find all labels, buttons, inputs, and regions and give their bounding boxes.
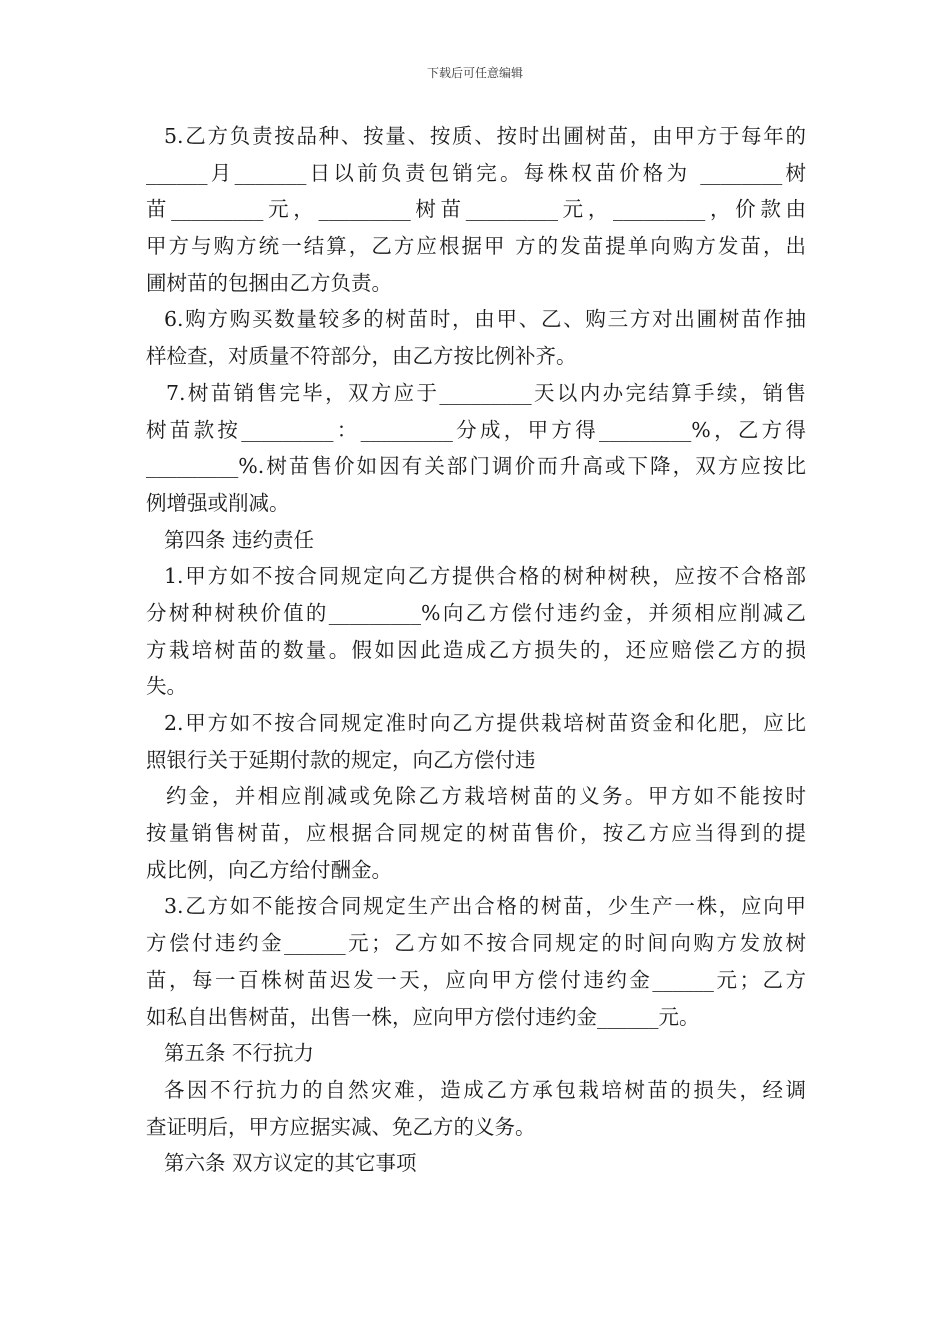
paragraph-line: 树苗款按_________：_________分成，甲方得_________%，乙方得: [146, 417, 806, 442]
paragraph-line: 苗，每一百株树苗迟发一天，应向甲方偿付违约金______元；乙方: [146, 967, 806, 992]
paragraph-line: 方偿付违约金______元；乙方如不按合同规定的时间向购方发放树: [146, 931, 806, 956]
page-header: 下载后可任意编辑: [426, 66, 523, 80]
paragraph-line: 例增强或削减。: [146, 490, 290, 515]
section-heading: 第五条 不行抗力: [164, 1041, 315, 1066]
paragraph-line: 样检查，对质量不符部分，由乙方按比例补齐。: [146, 344, 577, 369]
paragraph-line: 6.购方购买数量较多的树苗时，由甲、乙、购三方对出圃树苗作抽: [164, 307, 806, 332]
paragraph-line: 分树种树秧价值的_________%向乙方偿付违约金，并须相应削减乙: [146, 600, 806, 625]
paragraph-line: 7.树苗销售完毕，双方应于_________天以内办完结算手续，销售: [166, 380, 806, 405]
paragraph-line: 各因不行抗力的自然灾难，造成乙方承包栽培树苗的损失，经调: [164, 1077, 806, 1102]
section-heading: 第四条 违约责任: [164, 527, 315, 552]
paragraph-line: 3.乙方如不能按合同规定生产出合格的树苗，少生产一株，应向甲: [164, 894, 806, 919]
paragraph-line: 失。: [146, 674, 187, 699]
paragraph-line: 约金，并相应削减或免除乙方栽培树苗的义务。甲方如不能按时: [166, 784, 806, 809]
contract-body: [146, 118, 806, 1182]
paragraph-line: 查证明后，甲方应据实减、免乙方的义务。: [146, 1114, 536, 1139]
paragraph-line: _________%.树苗售价如因有关部门调价而升高或下降，双方应按比: [146, 454, 806, 479]
paragraph-line: 照银行关于延期付款的规定，向乙方偿付违: [146, 747, 536, 772]
paragraph-line: 2.甲方如不按合同规定准时向乙方提供栽培树苗资金和化肥，应比: [164, 711, 806, 735]
paragraph-line: 5.乙方负责按品种、按量、按质、按时出圃树苗，由甲方于每年的: [164, 124, 806, 148]
paragraph-line: 圃树苗的包捆由乙方负责。: [146, 270, 392, 295]
paragraph-line: 苗_________元，_________树苗_________元，_________，价款由: [146, 197, 806, 222]
paragraph-line: 如私自出售树苗，出售一株，应向甲方偿付违约金______元。: [146, 1004, 700, 1029]
paragraph-line: 甲方与购方统一结算，乙方应根据甲 方的发苗提单向购方发苗，出: [146, 234, 806, 259]
paragraph-line: 按量销售树苗，应根据合同规定的树苗售价，按乙方应当得到的提: [146, 821, 806, 846]
paragraph-line: 成比例，向乙方给付酬金。: [146, 857, 392, 882]
section-heading: 第六条 双方议定的其它事项: [164, 1151, 417, 1176]
paragraph-line: 1.甲方如不按合同规定向乙方提供合格的树种树秧，应按不合格部: [164, 564, 806, 589]
paragraph-line: 方栽培树苗的数量。假如因此造成乙方损失的，还应赔偿乙方的损: [146, 637, 806, 662]
paragraph-line: ______月_______日以前负责包销完。每株权苗价格为 ________树: [146, 160, 806, 185]
